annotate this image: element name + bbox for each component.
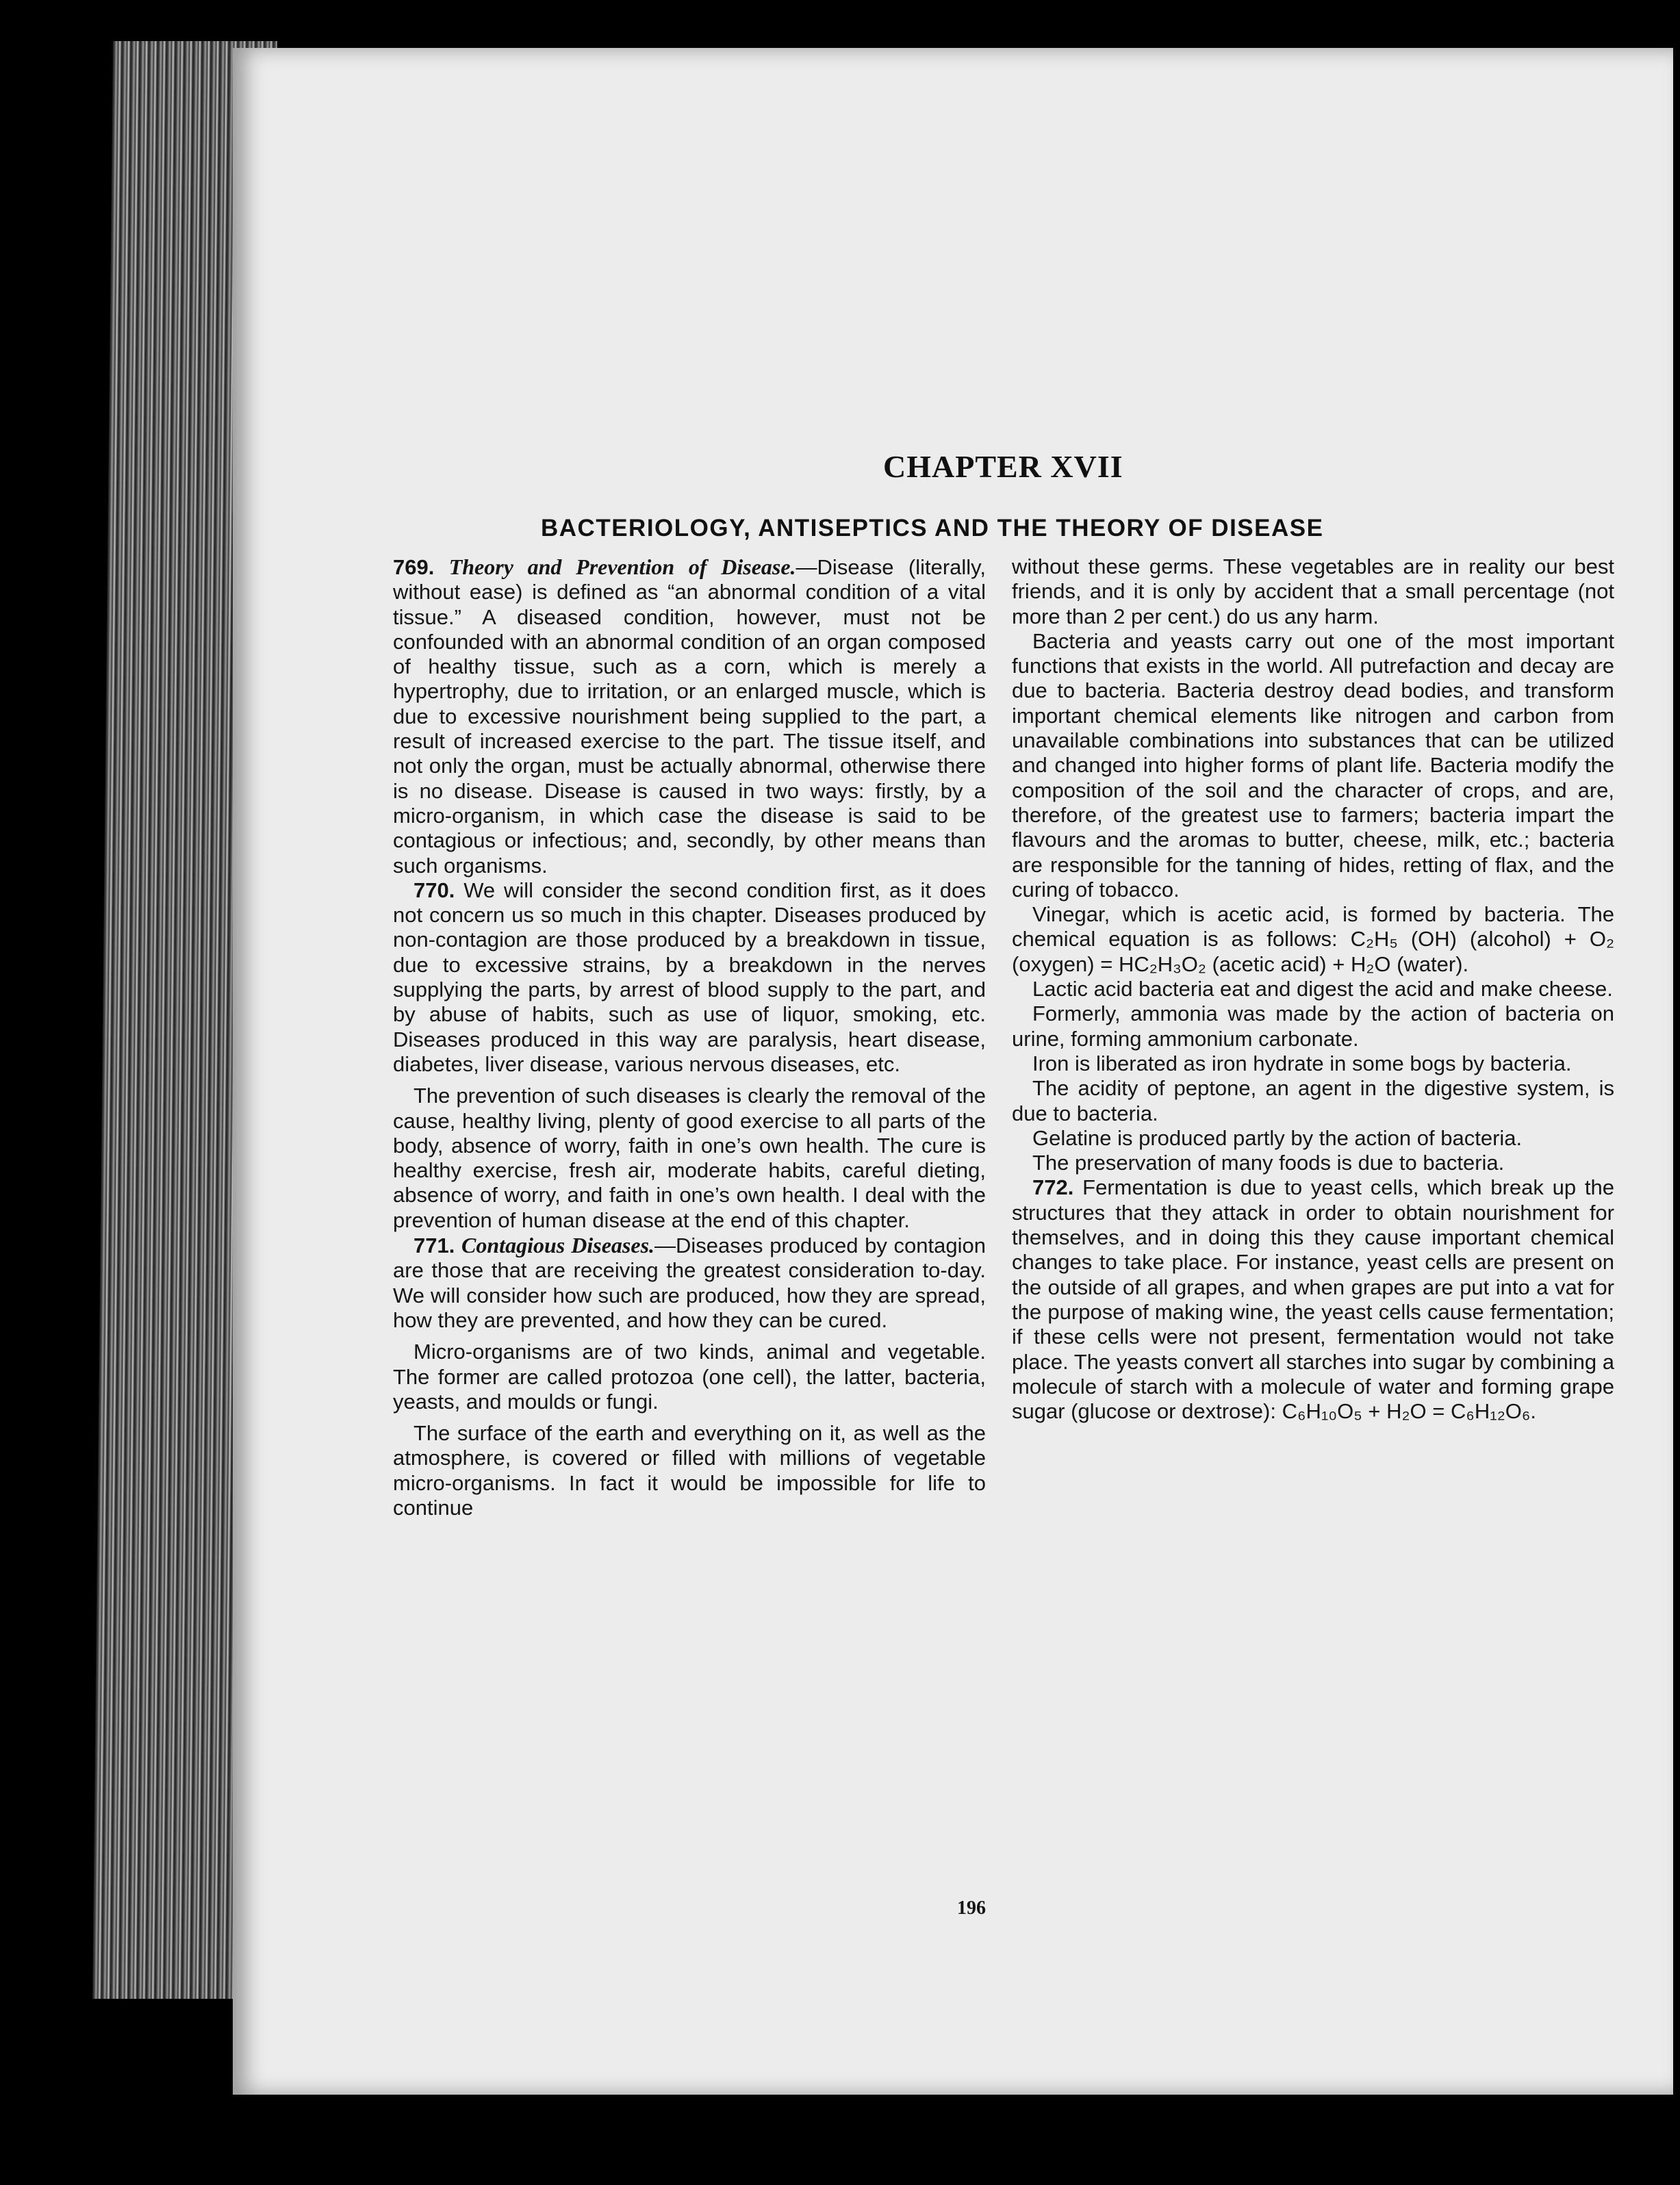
- chapter-subtitle: BACTERIOLOGY, ANTISEPTICS AND THE THEORY OF DISEASE: [541, 515, 1324, 541]
- section-heading: Contagious Diseases.: [461, 1233, 655, 1258]
- paragraph-text: We will consider the second condition first, as it does not concern us so much in this chapter. Diseases produced by non-contagion are those produced by a breakdown in tissue, due to excessive strains, by a breakdown in the nerves supplying the parts, by arrest of blood supply to the part, and by abuse of habits, such as use of liquor, smoking, etc. Diseases produced in this way are paralysis, heart disease, diabetes, liver disease, various nervous diseases, etc.: [393, 878, 986, 1076]
- section-number: 770.: [413, 878, 455, 902]
- section-number: 772.: [1032, 1175, 1074, 1200]
- paragraph-micro-organisms: Micro-organisms are of two kinds, animal and vegetable. The former are called protozoa (one cell), the latter, bacteria, yeasts, and moulds or fungi.: [393, 1340, 986, 1414]
- paragraph-772: [1012, 1175, 1614, 1424]
- paragraph-vinegar: Vinegar, which is acetic acid, is formed by bacteria. The chemical equation is as follows: C₂H₅ (OH) (alcohol) + O₂ (oxygen) = HC₂H₃O₂ (acetic acid) + H₂O (water).: [1012, 902, 1614, 976]
- paragraph-770: [393, 878, 986, 1077]
- left-column: [393, 554, 986, 1520]
- paragraph-text: —Diseases produced by contagion are those that are receiving the greatest consideration to-day. We will consider how such are produced, how they are spread, how they are prevented, and how they can be cured.: [393, 1234, 986, 1332]
- paragraph-lactic: Lactic acid bacteria eat and digest the acid and make cheese.: [1032, 977, 1613, 1001]
- paragraph-iron: Iron is liberated as iron hydrate in some bogs by bacteria.: [1032, 1051, 1572, 1075]
- paragraph-text: Fermentation is due to yeast cells, which break up the structures that they attack in order to obtain nourishment for themselves, and in doing this they cause important chemical changes to take place. For instance, yeast cells are present on the outside of all grapes, and when grapes are put into a vat for the purpose of making wine, the yeast cells cause fermentation; if these cells were not present, fermentation would not take place. The yeasts convert all starches into sugar by combining a molecule of starch with a molecule of water and forming grape sugar (glucose or dextrose): C₆H₁₀O₅ + H₂O = C₆H₁₂O₆.: [1012, 1175, 1614, 1424]
- paragraph-bacteria: Bacteria and yeasts carry out one of the most important functions that exists in the world. All putrefaction and decay are due to bacteria. Bacteria destroy dead bodies, and transform important chemical elements like nitrogen and carbon from unavailable combinations into substances that can be utilized and changed into higher forms of plant life. Bacteria modify the composition of the soil and the character of crops, and are, therefore, of the greatest use to farmers; bacteria impart the flavours and the aromas to butter, cheese, milk, etc.; bacteria are responsible for the tanning of hides, retting of flax, and the curing of tobacco.: [1012, 628, 1614, 902]
- section-heading: Theory and Prevention of Disease.: [448, 554, 796, 579]
- paragraph-continued: without these germs. These vegetables are in reality our best friends, and it is only by accident that a small percentage (not more than 2 per cent.) do us any harm.: [1012, 554, 1614, 628]
- section-number: 771.: [413, 1234, 455, 1258]
- paragraph-text: —Disease (literally, without ease) is defined as “an abnormal condition of a vital tissue.” A diseased condition, however, must not be confounded with an abnormal condition of an organ composed of healthy tissue, such as a corn, which is merely a hypertrophy, due to irritation, or an enlarged muscle, which is due to excessive nourishment being supplied to the part, a result of increased exercise to the part. The tissue itself, and not only the organ, must be actually abnormal, otherwise there is no disease. Disease is caused in two ways: firstly, by a micro-organism, in which case the disease is said to be contagious or infectious; and, secondly, by other means than such organisms.: [393, 555, 986, 878]
- paragraph-surface: The surface of the earth and everything on it, as well as the atmosphere, is covered or filled with millions of vegetable micro-organisms. In fact it would be impossible for life to continue: [393, 1421, 986, 1520]
- paragraph-gelatine: Gelatine is produced partly by the action of bacteria.: [1032, 1125, 1523, 1150]
- paragraph-peptone: The acidity of peptone, an agent in the digestive system, is due to bacteria.: [1012, 1076, 1614, 1125]
- chapter-title: CHAPTER XVII: [883, 449, 1123, 484]
- page-number: 196: [957, 1898, 986, 1919]
- paragraph-prevention: The prevention of such diseases is clearly the removal of the cause, healthy living, plenty of good exercise to all parts of the body, absence of worry, faith in one’s own health. The cure is healthy exercise, fresh air, moderate habits, careful dieting, absence of worry, and faith in one’s own health. I deal with the prevention of human disease at the end of this chapter.: [393, 1084, 986, 1232]
- paragraph-771: [393, 1233, 986, 1333]
- section-number: 769.: [393, 555, 435, 579]
- paragraph-ammonia: Formerly, ammonia was made by the action of bacteria on urine, forming ammonium carbonate.: [1012, 1001, 1614, 1051]
- paragraph-preservation: The preservation of many foods is due to bacteria.: [1032, 1151, 1505, 1175]
- right-column: [1012, 554, 1614, 1424]
- paragraph-769: [393, 554, 986, 878]
